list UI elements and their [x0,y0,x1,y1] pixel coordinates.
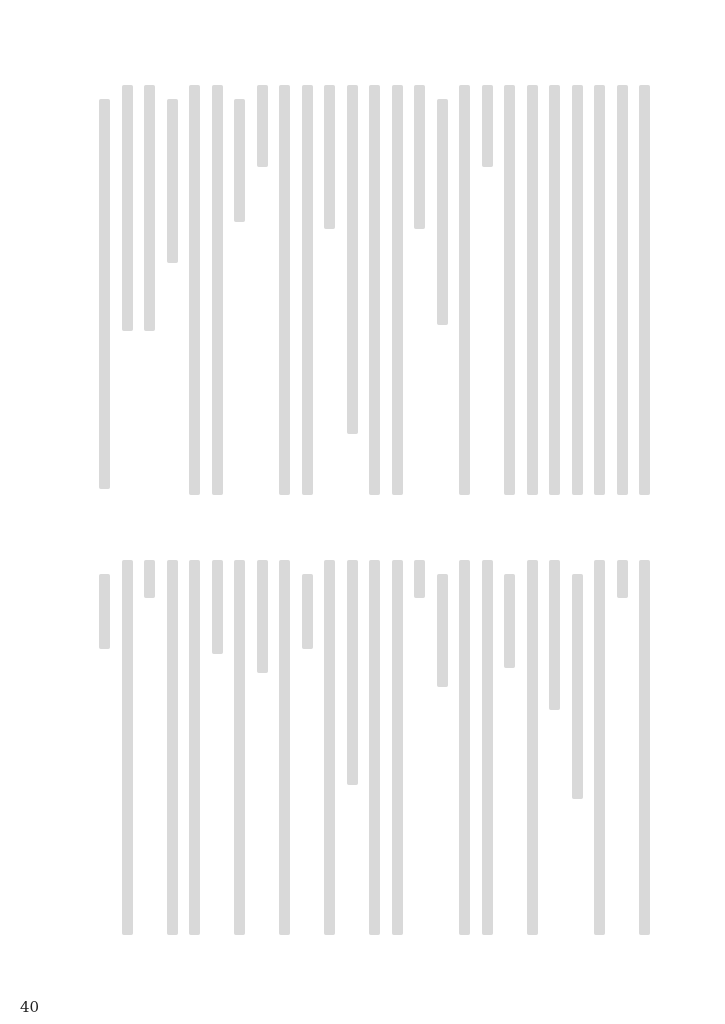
text-column-placeholder [257,560,268,673]
text-column-placeholder [437,99,448,325]
text-column-placeholder [302,85,313,495]
text-column-placeholder [617,85,628,495]
text-column-placeholder [572,574,583,799]
text-column-placeholder [347,560,358,785]
text-column-placeholder [414,560,425,598]
text-column-placeholder [257,85,268,167]
text-column-placeholder [437,574,448,687]
page-number: 40 [20,998,40,1016]
text-column-placeholder [99,99,110,489]
text-column-placeholder [144,560,155,598]
text-column-placeholder [122,85,133,331]
text-column-placeholder [504,574,515,668]
text-column-placeholder [324,560,335,935]
text-column-placeholder [414,85,425,229]
text-column-placeholder [639,560,650,935]
text-column-placeholder [459,560,470,935]
text-column-placeholder [212,560,223,654]
text-column-placeholder [639,85,650,495]
text-column-placeholder [279,85,290,495]
text-column-placeholder [234,560,245,935]
text-column-placeholder [594,85,605,495]
text-column-placeholder [572,85,583,495]
text-column-placeholder [279,560,290,935]
text-column-placeholder [144,85,155,331]
text-column-placeholder [212,85,223,495]
text-column-placeholder [392,85,403,495]
text-column-placeholder [504,85,515,495]
text-column-placeholder [392,560,403,935]
text-column-placeholder [549,85,560,495]
text-column-placeholder [122,560,133,935]
text-column-placeholder [482,85,493,167]
text-column-placeholder [189,85,200,495]
text-column-placeholder [459,85,470,495]
text-column-placeholder [617,560,628,598]
text-column-placeholder [167,560,178,935]
text-column-placeholder [302,574,313,649]
upper-text-block [90,85,650,495]
text-column-placeholder [167,99,178,263]
text-column-placeholder [347,85,358,434]
text-column-placeholder [99,574,110,649]
text-column-placeholder [324,85,335,229]
text-column-placeholder [189,560,200,935]
text-column-placeholder [527,85,538,495]
text-column-placeholder [549,560,560,710]
text-column-placeholder [594,560,605,935]
lower-text-block [90,560,650,935]
text-column-placeholder [482,560,493,935]
text-column-placeholder [234,99,245,222]
text-column-placeholder [369,560,380,935]
text-column-placeholder [527,560,538,935]
text-column-placeholder [369,85,380,495]
